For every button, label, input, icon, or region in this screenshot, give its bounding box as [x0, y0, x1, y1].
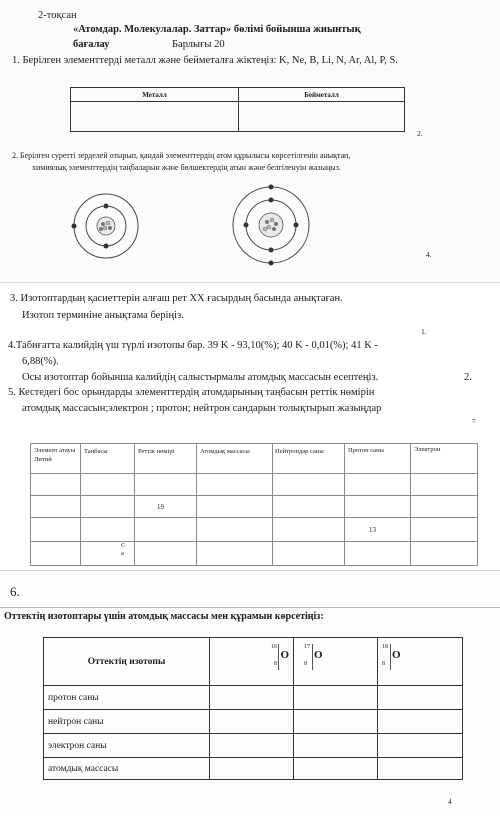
question-3-line-2: Изотоп терминіне анықтама беріңіз.: [22, 310, 184, 321]
question-6-number: 6.: [10, 584, 20, 599]
header-symbol: Таңбасы: [81, 444, 135, 474]
q1-points: 2.: [417, 129, 423, 138]
cell[interactable]: [81, 518, 135, 542]
metal-nonmetal-table: [70, 87, 405, 132]
worksheet-page-1: [0, 0, 500, 282]
nonmetal-header: Бейметалл: [239, 88, 405, 102]
cell[interactable]: [294, 734, 378, 758]
cell[interactable]: [210, 734, 294, 758]
cell[interactable]: [378, 734, 463, 758]
cell[interactable]: [294, 686, 378, 710]
cell[interactable]: [197, 496, 273, 518]
q5-points: 7.: [472, 419, 477, 425]
isotope-o16: 16 O 8: [210, 638, 294, 686]
cell[interactable]: [294, 758, 378, 780]
cell[interactable]: [81, 496, 135, 518]
cell[interactable]: [135, 542, 197, 566]
question-5-line-1: 5. Кестедегі бос орындарды элементтердің атомдарының таңбасын реттік нөмірін: [8, 387, 375, 398]
cell[interactable]: [210, 758, 294, 780]
cell[interactable]: [31, 518, 81, 542]
header-order-number: Реттік нөмірі: [135, 444, 197, 474]
row-neutron-count: нейтрон саны: [44, 710, 210, 734]
row-proton-count: протон саны: [44, 686, 210, 710]
q4-points: 2.: [464, 372, 472, 383]
cell[interactable]: [378, 710, 463, 734]
question-3-line-1: 3. Изотоптардың қасиеттерін алғаш рет XX ғасырдың басында анықтаған.: [10, 293, 343, 304]
header-element-name: Элемент атауы Литий: [31, 444, 81, 474]
quarter-label: 2-тоқсан: [38, 10, 77, 21]
q3-points: 1.: [421, 327, 427, 336]
cell[interactable]: [273, 474, 345, 496]
atom-diagram-1: [70, 190, 142, 262]
question-1: 1. Берілген элементтерді металл және бейметалға жіктеңіз: K, Ne, B, Li, N, Ar, Al, P, S.: [12, 55, 398, 66]
cell[interactable]: [411, 542, 478, 566]
cell[interactable]: [294, 710, 378, 734]
title-line-1: «Атомдар. Молекулалар. Заттар» бөлімі бойынша жиынтық: [73, 24, 361, 35]
cell[interactable]: [378, 758, 463, 780]
worksheet-page-3: [0, 570, 500, 816]
isotope-o18: 18 O 8: [378, 638, 463, 686]
elements-table: [30, 443, 478, 566]
row-electron-count: электрон саны: [44, 734, 210, 758]
cell[interactable]: [273, 542, 345, 566]
atom-diagram-2: [230, 184, 312, 266]
cell[interactable]: [197, 518, 273, 542]
cell[interactable]: [210, 686, 294, 710]
title-line-2: бағалау: [73, 39, 110, 50]
cell[interactable]: [81, 474, 135, 496]
oxygen-isotopes-table: [43, 637, 463, 780]
question-5-line-2: атомдық массасын;электрон ; протон; нейтрон сандарын толықтырып жазыңдар: [22, 403, 382, 414]
cell[interactable]: [135, 518, 197, 542]
row4-symbol: С а: [81, 542, 135, 566]
divider: [0, 607, 500, 608]
cell[interactable]: [411, 518, 478, 542]
cell[interactable]: [135, 474, 197, 496]
isotope-o17: 17 O 8: [294, 638, 378, 686]
cell[interactable]: [345, 542, 411, 566]
cell[interactable]: [378, 686, 463, 710]
cell[interactable]: [273, 496, 345, 518]
header-electron: Электрон: [411, 444, 478, 474]
cell[interactable]: [411, 496, 478, 518]
row-atomic-mass: атомдық массасы: [44, 758, 210, 780]
page-number: 4: [448, 797, 452, 806]
cell[interactable]: [345, 496, 411, 518]
row2-order-number: 19: [135, 496, 197, 518]
nonmetal-answer-cell[interactable]: [239, 102, 405, 132]
question-2-line-2: химиялық элементтердің таңбаларын және бөлшектердің атын және белгіленуін жазыңыз.: [32, 163, 341, 172]
row3-proton-count: 13: [345, 518, 411, 542]
cell[interactable]: [210, 710, 294, 734]
metal-header: Металл: [71, 88, 239, 102]
question-6-title: Оттектің изотоптары үшін атомдық массасы мен құрамын көрсетіңіз:: [4, 611, 324, 622]
cell[interactable]: [31, 496, 81, 518]
row1-name: Литий: [34, 456, 52, 463]
cell[interactable]: [411, 474, 478, 496]
isotope-header: Оттектің изотопы: [44, 638, 210, 686]
question-2-line-1: 2. Берілген суретті зерделей отырып, қандай элементтердің атом құрылысы көрсетілгенін анықтап,: [12, 151, 351, 160]
cell[interactable]: [345, 474, 411, 496]
header-neutron-count: Нейтрондар саны: [273, 444, 345, 474]
cell[interactable]: [31, 542, 81, 566]
q2-points: 4.: [426, 250, 432, 259]
metal-answer-cell[interactable]: [71, 102, 239, 132]
header-proton-count: Протон саны: [345, 444, 411, 474]
header-atomic-mass: Атомдық массасы: [197, 444, 273, 474]
cell[interactable]: [273, 518, 345, 542]
question-4-line-3: Осы изотоптар бойынша калийдің салыстырмалы атомдық массасын есептеңіз.: [22, 372, 379, 383]
question-4-line-2: 6,88(%).: [22, 356, 59, 367]
worksheet-page-2: [0, 282, 500, 568]
cell[interactable]: [31, 474, 81, 496]
cell[interactable]: [197, 542, 273, 566]
cell[interactable]: [197, 474, 273, 496]
total-points: Барлығы 20: [172, 39, 225, 50]
question-4-line-1: 4.Табиғатта калийдің үш түрлі изотопы бар. 39 K - 93,10(%); 40 K - 0,01(%); 41 K -: [8, 340, 378, 351]
